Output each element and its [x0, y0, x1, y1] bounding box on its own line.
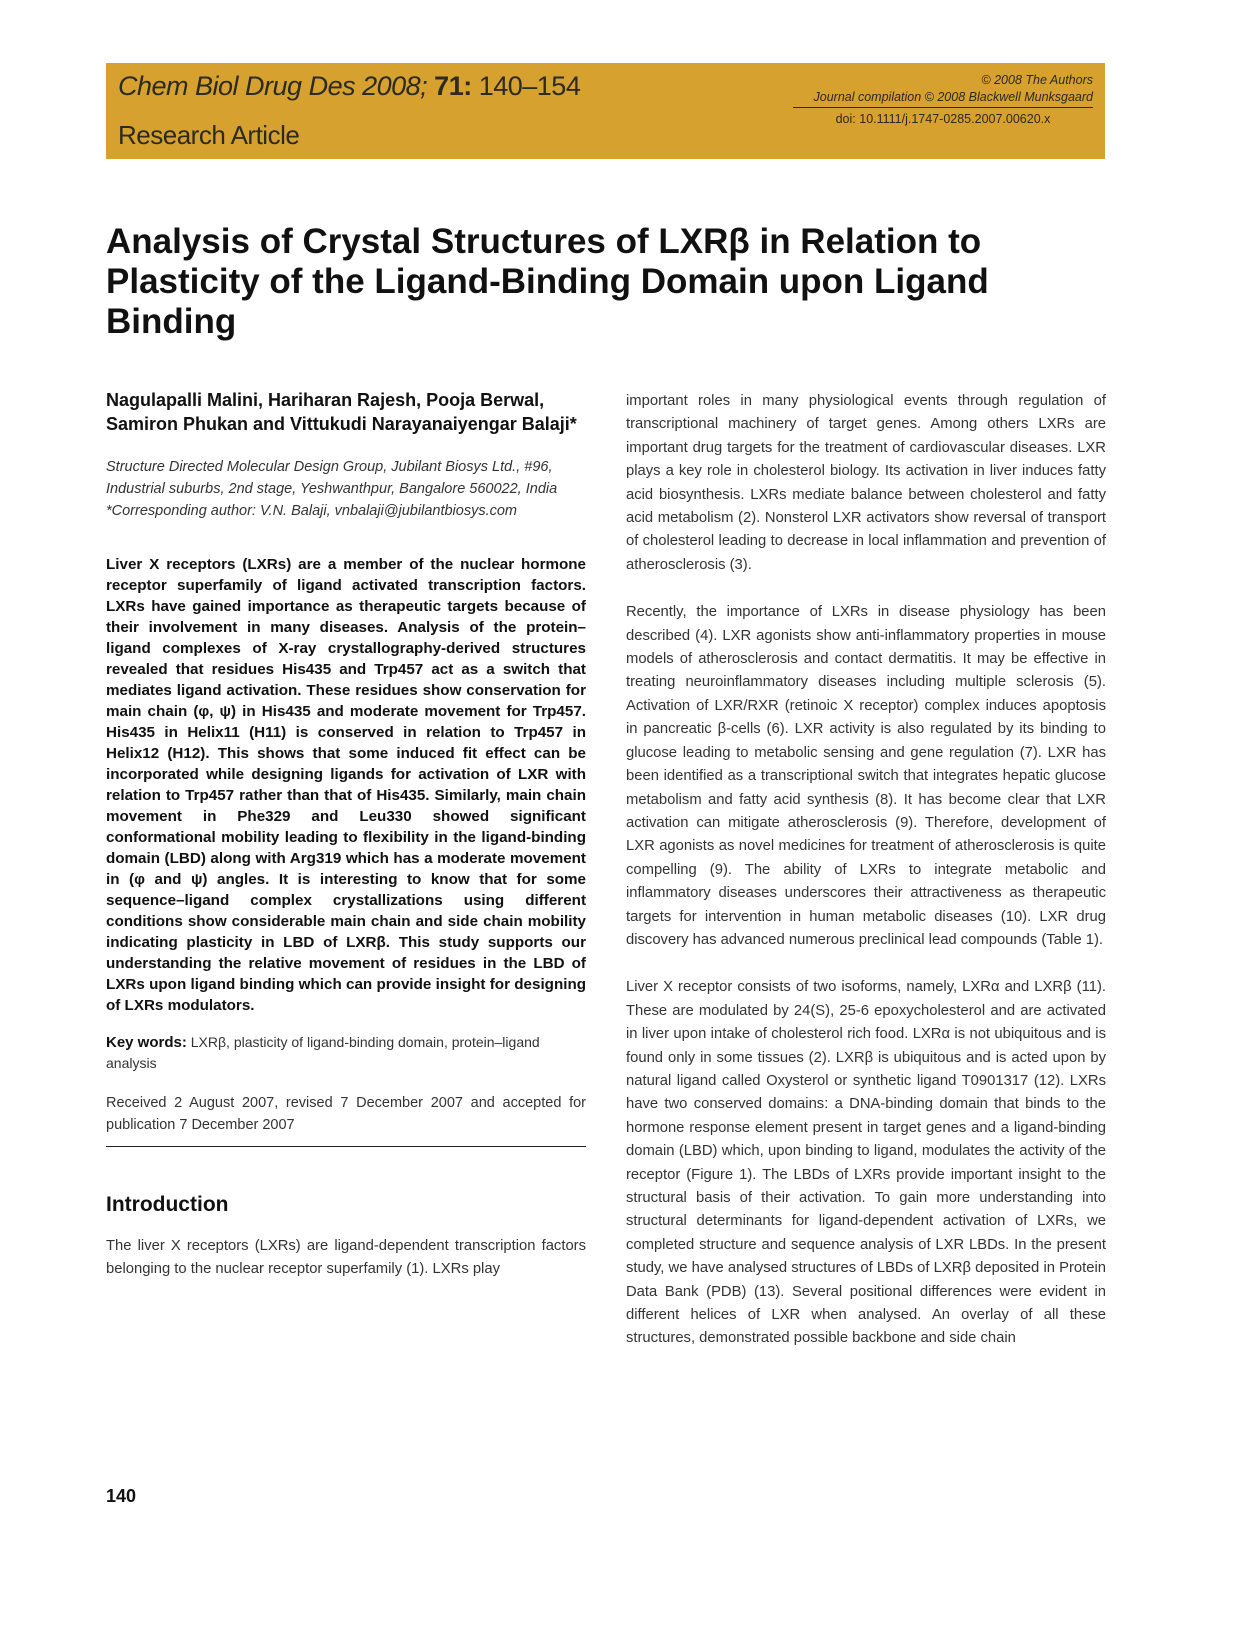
keywords-label: Key words: [106, 1034, 187, 1051]
affiliation: Structure Directed Molecular Design Group, Jubilant Biosys Ltd., #96, Industrial suburbs, 2nd stage, Yeshwanthpur, Bangalore 560022, India [106, 459, 558, 497]
copyright-divider [793, 107, 1093, 108]
body-paragraph: Recently, the importance of LXRs in disease physiology has been described (4). LXR agonists show anti-inflammatory properties in mouse models of atherosclerosis and contact dermatitis. It may be effective in treating neuroinflammatory diseases including multiple sclerosis (5). Activation of LXR/RXR (retinoic X receptor) complex induces apoptosis in pancreatic β-cells (6). LXR activity is also regulated by its binding to glucose leading to metabolic sensing and gene regulation (7). LXR has been identified as a transcriptional switch that integrates hepatic glucose metabolism and fatty acid synthesis (8). It has become clear that LXR activation can mitigate atherosclerosis (9). Therefore, development of LXR agonists as novel medicines for treatment of atherosclerosis is quite compelling (9). The ability of LXRs to integrate metabolic and inflammatory diseases underscores their attractiveness as therapeutic targets for intervention in human metabolic diseases (10). LXR drug discovery has advanced numerous preclinical lead compounds (Table 1). [626, 604, 1106, 948]
journal-header-band [106, 63, 1105, 159]
keywords [106, 1032, 586, 1074]
copyright-authors: © 2008 The Authors [981, 73, 1093, 87]
journal-volume: 71: [434, 71, 472, 101]
received-dates: Received 2 August 2007, revised 7 December 2007 and accepted for publication 7 December 2007 [106, 1092, 586, 1147]
journal-pages: 140–154 [478, 71, 581, 101]
author-list: Nagulapalli Malini, Hariharan Rajesh, Pooja Berwal, Samiron Phukan and Vittukudi Narayanaiyengar Balaji* [106, 390, 577, 434]
left-column [106, 388, 586, 1306]
doi-link[interactable]: doi: 10.1111/j.1747-0285.2007.00620.x [835, 112, 1051, 126]
right-column [626, 390, 1106, 1375]
journal-citation [118, 71, 580, 102]
copyright-block [773, 72, 1093, 128]
body-paragraph: important roles in many physiological events through regulation of transcriptional machinery of target genes. Among others LXRs are important drug targets for the treatment of cardiovascular diseases. LXR plays a key role in cholesterol biology. Its activation in liver induces fatty acid biosynthesis. LXRs mediate balance between cholesterol and fatty acid metabolism (2). Nonsterol LXR activators show reversal of transport of cholesterol leading to decrease in local inflammation and prevention of atherosclerosis (3). [626, 393, 1106, 573]
article-title: Analysis of Crystal Structures of LXRβ in Relation to Plasticity of the Ligand-Binding Domain upon Ligand Binding [106, 222, 989, 341]
journal-name: Chem Biol Drug Des 2008; [118, 71, 428, 101]
affiliation-block [106, 456, 586, 522]
body-paragraph: Liver X receptor consists of two isoforms, namely, LXRα and LXRβ (11). These are modulated by 24(S), 25-6 epoxycholesterol and are activated in liver upon intake of cholesterol rich food. LXRα is not ubiquitous and is found only in some tissues (2). LXRβ is ubiquitous and is acted upon by natural ligand called Oxysterol or synthetic ligand T0901317 (12). LXRs have two conserved domains: a DNA-binding domain that binds to the hormone response element present in target genes and a ligand-binding domain (LBD) which, upon binding to ligand, modulates the activity of the receptor (Figure 1). The LBDs of LXRs provide important insight to the structural basis of their activation. To gain more understanding into structural determinants for ligand-dependent activation of LXRs, we completed structure and sequence analysis of LXR LBDs. In the present study, we have analysed structures of LBDs of LXRβ deposited in Protein Data Bank (PDB) (13). Several positional differences were evident in different helices of LXR when analysed. An overlay of all these structures, demonstrated possible backbone and side chain [626, 979, 1106, 1347]
page-number: 140 [106, 1486, 137, 1506]
intro-paragraph-start: The liver X receptors (LXRs) are ligand-dependent transcription factors belonging to the nuclear receptor superfamily (1). LXRs play [106, 1238, 586, 1278]
section-heading-introduction: Introduction [106, 1193, 229, 1216]
copyright-journal: Journal compilation © 2008 Blackwell Munksgaard [813, 90, 1093, 104]
article-type: Research Article [118, 120, 300, 150]
corresponding-author: *Corresponding author: V.N. Balaji, vnbalaji@jubilantbiosys.com [106, 503, 517, 519]
keywords-list: LXRβ, plasticity of ligand-binding domain, protein–ligand analysis [106, 1034, 540, 1071]
abstract: Liver X receptors (LXRs) are a member of the nuclear hormone receptor superfamily of ligand activated transcription factors. LXRs have gained importance as therapeutic targets because of their involvement in many diseases. Analysis of the protein–ligand complexes of X-ray crystallography-derived structures revealed that residues His435 and Trp457 act as a switch that mediates ligand activation. These residues show conservation for main chain (φ, ψ) in His435 and moderate movement for Trp457. His435 in Helix11 (H11) is conserved in relation to Trp457 in Helix12 (H12). This shows that some induced fit effect can be incorporated while designing ligands for activation of LXR with relation to Trp457 rather than that of His435. Similarly, main chain movement in Phe329 and Leu330 showed significant conformational mobility leading to flexibility in the ligand-binding domain (LBD) along with Arg319 which has a moderate movement in (φ and ψ) angles. It is interesting to know that for some sequence–ligand complex crystallizations using different conditions show considerable main chain and side chain mobility indicating plasticity in LBD of LXRβ. This study supports our understanding the relative movement of residues in the LBD of LXRs upon ligand binding which can provide insight for designing of LXRs modulators. [106, 556, 586, 1014]
